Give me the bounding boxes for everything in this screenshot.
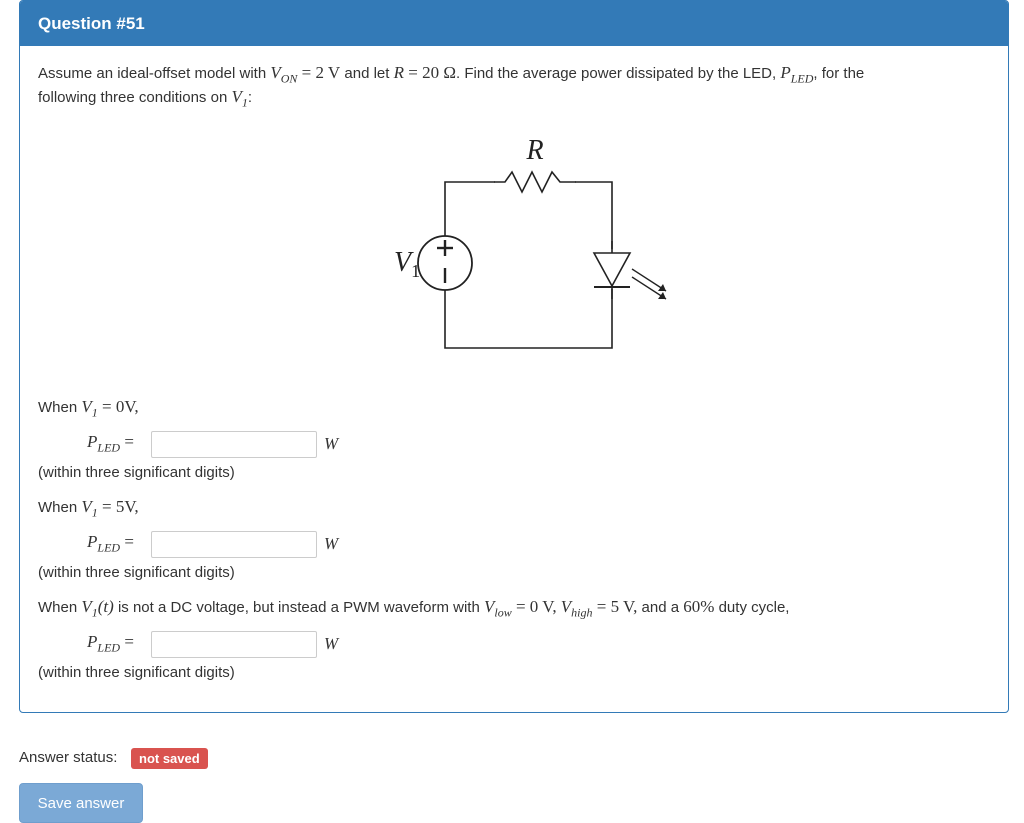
condition-3-text: is not a DC voltage, but instead a PWM waveform with [117,599,480,616]
condition-1-prefix: When [38,399,78,416]
condition-1-note: (within three significant digits) [38,464,235,481]
condition-2-output-label: $P_{LED}$ = [87,532,134,555]
intro-text-4: , for the [813,65,865,82]
unit-1: W [324,434,339,453]
resistor-label: R [526,135,544,166]
v1-math: $V_1$ [231,87,248,110]
save-answer-button[interactable]: Save answer [19,783,143,823]
condition-2-note: (within three significant digits) [38,564,235,581]
unit-2: W [324,534,339,553]
vhigh-math: $V_{high} = 5$ V, [560,597,638,620]
question-title: Question #51 [20,1,1008,46]
answer-input-3[interactable] [151,631,317,658]
pled-math: $P_{LED}$ [780,63,814,86]
condition-3 [38,597,789,620]
condition-1-output-label: $P_{LED}$ = [87,432,134,455]
intro-line-1 [38,63,864,86]
answer-status-label: Answer status: [19,749,118,766]
condition-3-math: $V_1(t)$ [81,597,114,620]
source-label: $V_1$ [394,247,421,281]
status-badge: not saved [131,748,208,769]
led-icon [594,253,630,286]
condition-3-note: (within three significant digits) [38,664,235,681]
condition-2-prefix: When [38,499,78,516]
condition-3-output-label: $P_{LED}$ = [87,632,134,655]
answer-input-1[interactable] [151,431,317,458]
condition-2-math: $V_1 = 5V$, [81,497,139,520]
von-math: $V_{ON} = 2$ V [270,63,341,86]
intro-text-5: following three conditions on [38,89,228,106]
condition-2 [38,497,139,520]
condition-3-prefix: When [38,599,78,616]
condition-1-math: $V_1 = 0V$, [81,397,139,420]
duty-value: 60% [683,597,715,616]
circuit-diagram [370,121,700,361]
condition-3-text3: duty cycle, [718,599,790,616]
unit-3: W [324,634,339,653]
r-math: R = 20 Ω [393,63,456,82]
answer-input-2[interactable] [151,531,317,558]
colon: : [247,89,253,106]
condition-3-text2: and a [641,599,680,616]
question-panel [19,0,1009,713]
intro-text-2: and let [344,65,390,82]
vlow-math: $V_{low} = 0$ V, [483,597,557,620]
intro-text-3: . Find the average power dissipated by the LED, [455,65,777,82]
intro-text-1: Assume an ideal-offset model with [38,65,267,82]
condition-1 [38,397,139,420]
intro-line-2 [38,87,252,110]
